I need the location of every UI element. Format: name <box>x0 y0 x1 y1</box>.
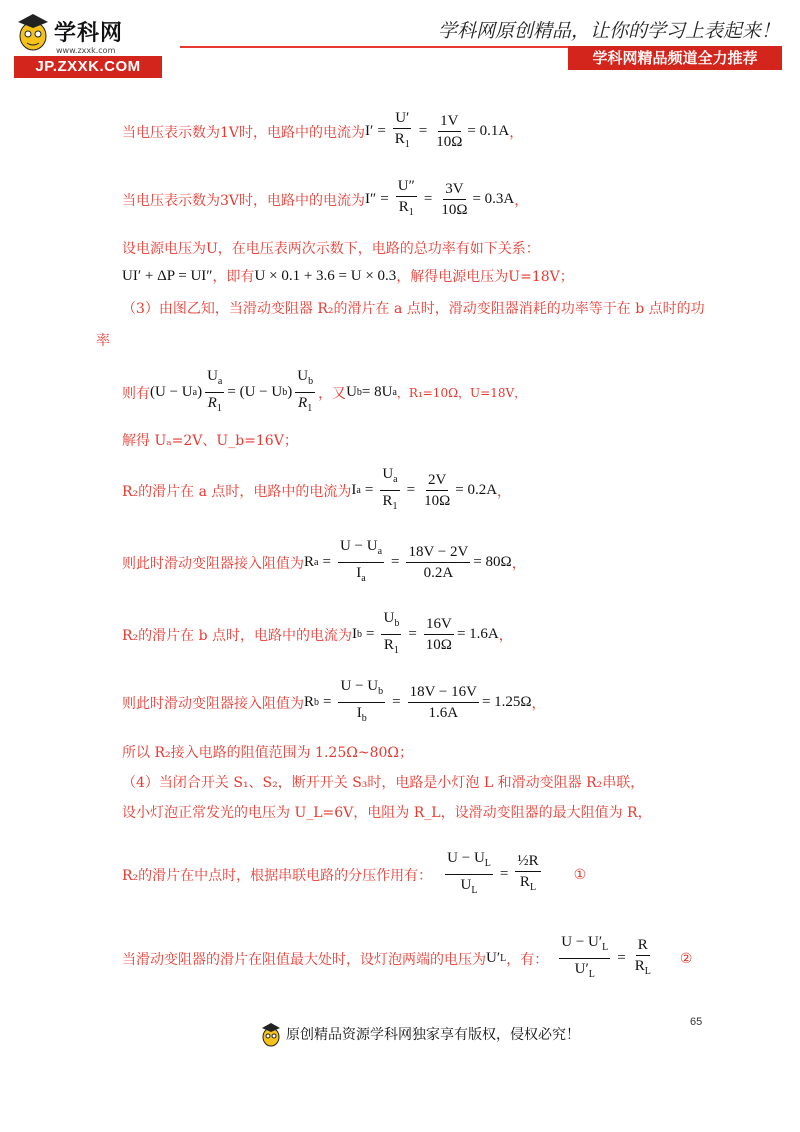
line-2 <box>122 178 528 221</box>
eq-result: = 1.6A <box>456 626 499 642</box>
equation-marker-1: ① <box>573 866 587 883</box>
eq-sub: b <box>378 686 384 697</box>
line-7-equation-2 <box>346 384 397 401</box>
page-number: 65 <box>690 1016 703 1028</box>
line-4 <box>122 266 574 286</box>
frac-num: 3V <box>443 181 465 200</box>
footer-notice-text: 原创精品资源学科网独家享有版权，侵权必究！ <box>286 1027 580 1043</box>
eq-sub: 1 <box>216 403 222 414</box>
line-8-text: 解得 Uₐ=2V、U_b=16V； <box>122 433 298 449</box>
frac-den: 10Ω <box>425 637 452 653</box>
header-slogan: 学科网原创精品，让你的学习上表起来！ <box>437 20 780 42</box>
frac-den: R <box>207 395 217 411</box>
eq-sub: b <box>361 713 367 724</box>
line-1-equation: I′ = $\frac{U'}{R_1}$ = $\frac{1V}{10\Omega}$ = 0.1A <box>365 110 510 150</box>
frac-num: U <box>207 368 218 384</box>
line-17-equation: $\frac{U - U'_L}{U'_L}$ = $\frac{R}{R_L}$ <box>561 934 651 980</box>
frac-den: U′ <box>574 961 589 977</box>
frac-den: U <box>460 877 472 893</box>
frac-den: R <box>382 493 393 509</box>
logo-text: 学科网 <box>54 21 124 46</box>
line-1-text: 当电压表示数为1V时，电路中的电流为 <box>122 124 366 141</box>
punct: ， <box>531 695 546 712</box>
eq-sub: b <box>308 376 314 387</box>
line-3 <box>122 238 540 258</box>
line-17-text: 当滑动变阻器的滑片在阻值最大处时，设灯泡两端的电压为 <box>122 951 486 968</box>
eq-sub: b <box>356 387 362 398</box>
line-7-equation <box>150 368 318 417</box>
line-15 <box>122 802 652 822</box>
line-14-text: （4）当闭合开关 S₁、S₂，断开开关 S₃时，电路是小灯泡 L 和滑动变阻器 R₂串联， <box>122 775 645 791</box>
eq-lhs: I <box>351 482 357 498</box>
frac-den: 0.2A <box>423 565 454 581</box>
line-13 <box>122 742 413 762</box>
line-12-equation: R b = $\frac{U - U_b}{I_b}$ = $\frac{18V - 16V}{1.6A}$ = 1.25Ω <box>304 678 532 724</box>
line-2-text: 当电压表示数为3V时，电路中的电流为 <box>122 192 366 209</box>
line-6 <box>96 330 110 350</box>
eq-sub: L <box>644 966 651 977</box>
frac-den: 10Ω <box>441 202 468 218</box>
eq-part: (U − U <box>150 384 193 400</box>
line-16-equation: $\frac{U - U_L}{U_L}$ = $\frac{\text{½R}}{R_L}$ <box>447 850 539 896</box>
eq-part: ) <box>287 384 293 400</box>
eq-part: U <box>346 384 357 400</box>
frac-num: U − U <box>340 678 379 694</box>
eq-sub: b <box>394 618 400 629</box>
line-17 <box>122 934 692 983</box>
line-4-equation-2: U × 0.1 + 3.6 = U × 0.3 <box>254 267 397 284</box>
logo-domain: JP.ZXXK.COM <box>14 56 162 78</box>
eq-sub: L <box>602 942 609 953</box>
line-9-text: R₂的滑片在 a 点时，电路中的电流为 <box>122 483 352 500</box>
frac-num: U″ <box>396 178 417 197</box>
line-6-text: 率 <box>96 333 110 349</box>
frac-num: U − U <box>447 850 485 866</box>
line-10-equation: R a = $\frac{U - U_a}{I_a}$ = $\frac{18V - 2V}{0.2A}$ = 80Ω <box>304 538 512 584</box>
line-4-text: ，即有 <box>212 269 255 285</box>
line-9 <box>122 466 511 515</box>
eq-sub: L <box>484 858 491 869</box>
eq-sub: b <box>314 697 320 708</box>
line-2-equation: I″ = $\frac{U''}{R_1}$ = $\frac{3V}{10\Omega}$ = 0.3A <box>365 178 515 218</box>
line-11-text: R₂的滑片在 b 点时，电路中的电流为 <box>122 627 353 644</box>
frac-den: R <box>298 395 308 411</box>
line-5-text: （3）由图乙知，当滑动变阻器 R₂的滑片在 a 点时，滑动变阻器消耗的功率等于在 b 点时的功 <box>122 301 705 317</box>
logo-url: www.zxxk.com <box>56 46 116 55</box>
site-logo[interactable] <box>8 8 178 78</box>
line-5 <box>122 298 705 318</box>
frac-num: 18V − 2V <box>406 544 470 563</box>
eq-sub: L <box>500 953 507 964</box>
eq-sub: 1 <box>307 403 313 414</box>
punct: ， <box>498 627 513 644</box>
line-10 <box>122 538 526 587</box>
punct: ， <box>514 192 529 209</box>
frac-den: R <box>519 874 530 890</box>
eq-sub: b <box>282 387 288 398</box>
frac-num: 1V <box>438 113 460 132</box>
frac-den: I <box>356 705 362 721</box>
frac-num: U′ <box>393 110 411 129</box>
eq-sub: a <box>393 474 398 485</box>
line-7-text-3: ，R₁=10Ω，U=18V， <box>396 386 527 400</box>
header-rule <box>180 46 578 48</box>
eq-sub: L <box>471 885 478 896</box>
eq-lhs: I′ <box>365 123 374 139</box>
eq-part: U′ <box>486 950 501 966</box>
frac-num: U <box>382 466 394 482</box>
line-11 <box>122 610 513 659</box>
line-4-text-2: ，解得电源电压为U=18V； <box>396 269 574 285</box>
header-slogan-bar: 学科网精品频道全力推荐 <box>568 46 782 70</box>
line-1 <box>122 110 523 153</box>
frac-den: 10Ω <box>424 493 451 509</box>
frac-den: 10Ω <box>436 134 463 150</box>
punct: ， <box>511 555 526 572</box>
line-14 <box>122 772 644 792</box>
line-10-text: 则此时滑动变阻器接入阻值为 <box>122 555 304 572</box>
frac-num: U <box>297 368 309 384</box>
line-16 <box>122 850 586 899</box>
eq-sub: L <box>529 882 537 893</box>
eq-sub: a <box>377 546 383 557</box>
eq-sub: b <box>357 629 363 640</box>
eq-result: = 0.2A <box>455 482 498 498</box>
frac-num: ½R <box>515 853 540 872</box>
eq-result: = 0.1A <box>467 123 510 139</box>
eq-part: ) <box>197 384 203 400</box>
line-3-text: 设电源电压为U，在电压表两次示数下，电路的总功率有如下关系： <box>122 241 540 257</box>
eq-lhs: I″ <box>365 191 377 207</box>
mascot-icon <box>260 1020 282 1048</box>
frac-num: 18V − 16V <box>408 684 479 703</box>
frac-den: R <box>398 199 409 215</box>
line-15-text: 设小灯泡正常发光的电压为 U_L=6V，电阻为 R_L，设滑动变阻器的最大阻值为 R， <box>122 805 652 821</box>
line-9-equation: I a = $\frac{U_a}{R_1}$ = $\frac{2V}{10\Omega}$ = 0.2A <box>351 466 498 512</box>
line-8 <box>122 430 298 450</box>
frac-num: U − U′ <box>561 934 603 950</box>
eq-sub: a <box>392 387 397 398</box>
mascot-icon <box>14 12 52 52</box>
line-7 <box>122 368 526 417</box>
eq-lhs: R <box>304 554 315 570</box>
line-7-text: 则有 <box>122 385 150 402</box>
line-13-text: 所以 R₂接入电路的阻值范围为 1.25Ω~80Ω； <box>122 745 413 761</box>
line-7-text-2: ，又 <box>318 385 347 402</box>
line-12-text: 则此时滑动变阻器接入阻值为 <box>122 695 304 712</box>
frac-den: I <box>356 565 362 581</box>
eq-result: = 0.3A <box>472 191 515 207</box>
frac-num: R <box>636 937 650 956</box>
line-4-equation: UI′ + ΔP = UI″ <box>122 267 213 284</box>
line-11-equation: I b = $\frac{U_b}{R_1}$ = $\frac{16V}{10\Omega}$ = 1.6A <box>352 610 499 656</box>
eq-result: = 80Ω <box>473 554 512 570</box>
frac-den: R <box>394 131 405 147</box>
eq-sub: L <box>588 969 595 980</box>
eq-sub: a <box>361 573 366 584</box>
eq-part: = 8U <box>361 384 393 400</box>
frac-den: R <box>383 637 394 653</box>
frac-num: U <box>383 610 395 626</box>
line-17-var <box>486 950 506 967</box>
eq-lhs: R <box>304 694 315 710</box>
line-17-text-2: ，有： <box>506 951 549 968</box>
line-16-text: R₂的滑片在中点时，根据串联电路的分压作用有： <box>122 867 433 884</box>
frac-num: 16V <box>424 616 454 635</box>
frac-num: 2V <box>426 472 448 491</box>
eq-sub: a <box>314 557 319 568</box>
eq-part: = (U − U <box>227 384 283 400</box>
frac-den: 1.6A <box>428 705 459 721</box>
eq-result: = 1.25Ω <box>481 694 532 710</box>
punct: ， <box>497 483 512 500</box>
eq-lhs: I <box>352 626 358 642</box>
frac-num: U − U <box>339 538 378 554</box>
eq-sub: a <box>192 387 198 398</box>
equation-marker-2: ② <box>679 950 693 967</box>
eq-sub: a <box>217 376 223 387</box>
footer-notice <box>260 1020 580 1048</box>
frac-den: R <box>634 958 645 974</box>
eq-sub: a <box>356 485 361 496</box>
line-12 <box>122 678 546 727</box>
punct: ， <box>509 124 524 141</box>
